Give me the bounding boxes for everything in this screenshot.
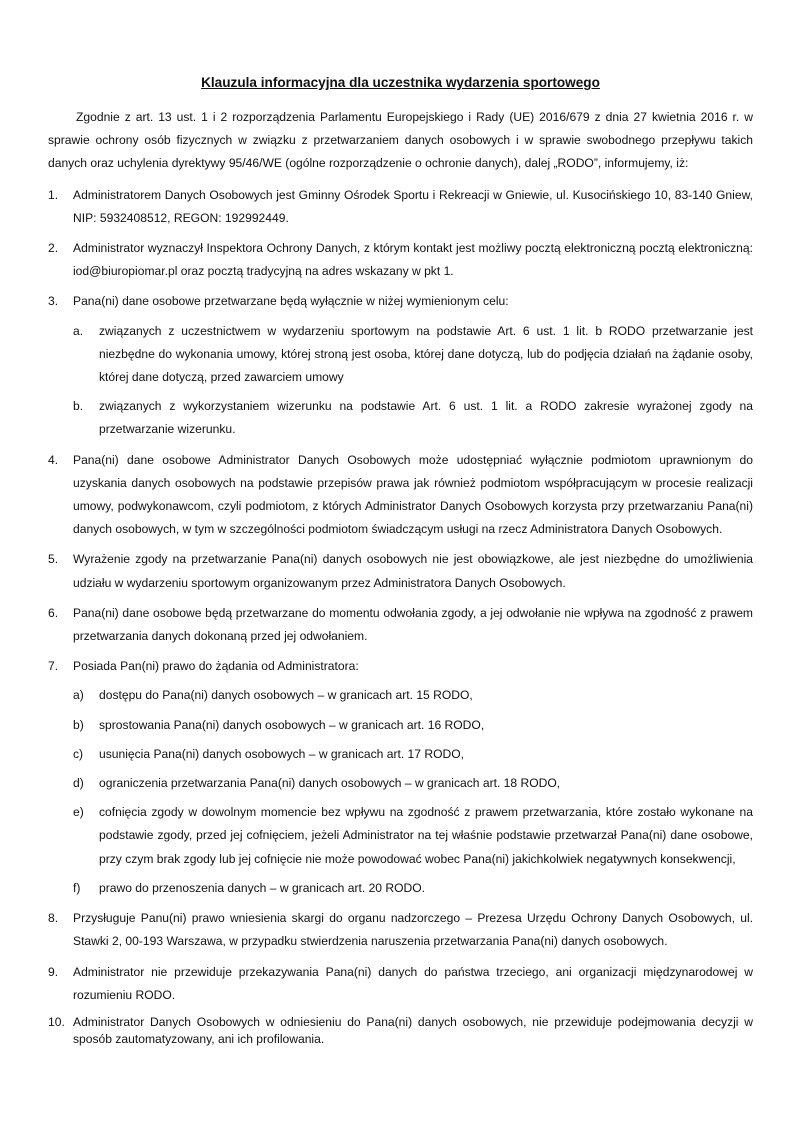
clause-item-6: [48, 602, 753, 648]
clause-item-10: [48, 1014, 753, 1048]
sub-letter: b.: [73, 399, 84, 414]
document-title: Klauzula informacyjna dla uczestnika wydarzenia sportowego: [201, 75, 600, 90]
sub-item-7e: [73, 801, 753, 871]
clause-item-8: [48, 907, 753, 953]
clause-item-1: [48, 184, 753, 230]
clause-item-7: [48, 655, 753, 900]
clause-number: 5.: [48, 552, 59, 567]
sub-text: ograniczenia przetwarzania Pana(ni) danych osobowych – w granicach art. 18 RODO,: [99, 776, 561, 791]
clause-number: 4.: [48, 452, 59, 467]
sub-item-3a: [73, 320, 753, 390]
intro-paragraph: Zgodnie z art. 13 ust. 1 i 2 rozporządzenia Parlamentu Europejskiego i Rady (UE) 2016/679 z dnia 27 kwietnia 2016 r. w sprawie ochrony osób fizycznych w związku z przetwarzaniem danych osobowych i w sprawie swobodnego przepływu takich danych oraz uchylenia dyrektywy 95/46/WE (ogólne rozporządzenie o ochronie danych), dalej „RODO”, informujemy, iż:: [48, 110, 753, 171]
clause-item-5: [48, 548, 753, 594]
sub-item-7b: [73, 714, 753, 737]
sub-text: cofnięcia zgody w dowolnym momencie bez wpływu na zgodność z prawem przetwarzania, które zostało wykonane na podstawie zgody, przed jej cofnięciem, jeżeli Administrator na tej właśnie podstawie przetwarzał Pana(ni) dane osobowe, przy czym brak zgody lub jej cofnięcie nie może powodować wobec Pana(ni) jakichkolwiek negatywnych konsekwencji,: [99, 805, 753, 866]
clause-text: Pana(ni) dane osobowe Administrator Danych Osobowych może udostępniać wyłącznie podmiotom uprawnionym do uzyskania danych osobowych na podstawie przepisów prawa jak również podmiotom współpracującym w procesie realizacji umowy, podwykonawcom, czyli podmiotom, z których Administrator Danych Osobowych korzysta przy przetwarzaniu Pana(ni) danych osobowych, w tym w szczególności podmiotom świadczącym usługi na rzecz Administratora Danych Osobowych.: [73, 452, 753, 537]
sub-text: usunięcia Pana(ni) danych osobowych – w granicach art. 17 RODO,: [99, 746, 465, 761]
sub-letter: a): [73, 688, 84, 703]
clause-number: 10.: [48, 1014, 65, 1029]
sub-letter: b): [73, 717, 84, 732]
clause-number: 3.: [48, 294, 59, 309]
sub-item-7c: [73, 743, 753, 766]
clause-number: 7.: [48, 659, 59, 674]
clause-item-9: [48, 961, 753, 1007]
clause-text: Pana(ni) dane osobowe przetwarzane będą wyłącznie w niżej wymienionym celu:: [73, 294, 509, 309]
clause-text: Administrator nie przewiduje przekazywania Pana(ni) danych do państwa trzeciego, ani organizacji międzynarodowej w rozumieniu RODO.: [73, 964, 753, 1002]
sub-text: sprostowania Pana(ni) danych osobowych – w granicach art. 16 RODO,: [99, 717, 485, 732]
clause-text: Administrator Danych Osobowych w odniesieniu do Pana(ni) danych osobowych, nie przewiduje podejmowania decyzji w sposób zautomatyzowany, ani ich profilowania.: [73, 1014, 753, 1046]
sub-item-7a: [73, 684, 753, 707]
clause-number: 8.: [48, 911, 59, 926]
clause-text: Przysługuje Panu(ni) prawo wniesienia skargi do organu nadzorczego – Prezesa Urzędu Ochrony Danych Osobowych, ul. Stawki 2, 00-193 Warszawa, w przypadku stwierdzenia naruszenia przetwarzania Pana(ni) danych osobowych.: [73, 911, 753, 949]
clause-number: 2.: [48, 241, 59, 256]
sub-letter: c): [73, 746, 84, 761]
sub-letter: e): [73, 805, 84, 820]
clause-text: Administratorem Danych Osobowych jest Gminny Ośrodek Sportu i Rekreacji w Gniewie, ul. Kusocińskiego 10, 83-140 Gniew, NIP: 5932408512, REGON: 192992449.: [73, 187, 753, 225]
sub-letter: d): [73, 776, 84, 791]
sub-item-3b: [73, 395, 753, 441]
clause-item-4: [48, 449, 753, 542]
clause-item-2: [48, 237, 753, 283]
sub-text: prawo do przenoszenia danych – w granicach art. 20 RODO.: [99, 880, 426, 895]
sub-letter: f): [73, 880, 81, 895]
clause-text: Pana(ni) dane osobowe będą przetwarzane do momentu odwołania zgody, a jej odwołanie nie wpływa na zgodność z prawem przetwarzania danych dokonaną przed jej odwołaniem.: [73, 605, 753, 644]
rights-sublist: [73, 684, 753, 900]
clause-item-3: [48, 290, 753, 441]
document-page: [48, 74, 753, 1055]
sub-text: związanych z uczestnictwem w wydarzeniu sportowym na podstawie Art. 6 ust. 1 lit. b RODO przetwarzanie jest niezbędne do wykonania umowy, której stroną jest osoba, której dane dotyczą, lub do podjęcia działań na żądanie osoby, której dane dotyczą, przed zawarciem umowy: [99, 323, 753, 385]
clause-text: Posiada Pan(ni) prawo do żądania od Administratora:: [73, 659, 359, 674]
sub-text: dostępu do Pana(ni) danych osobowych – w granicach art. 15 RODO,: [99, 688, 473, 703]
clause-sublist: [73, 320, 753, 442]
clause-number: 6.: [48, 605, 59, 620]
clause-list: [48, 184, 753, 1048]
clause-text: Wyrażenie zgody na przetwarzanie Pana(ni) danych osobowych nie jest obowiązkowe, ale jest niezbędne do umożliwienia udziału w wydarzeniu sportowym organizowanym przez Administratora Danych Osobowych.: [73, 552, 753, 590]
sub-text: związanych z wykorzystaniem wizerunku na podstawie Art. 6 ust. 1 lit. a RODO zakresie wyrażonej zgody na przetwarzanie wizerunku.: [99, 399, 753, 437]
clause-text: Administrator wyznaczył Inspektora Ochrony Danych, z którym kontakt jest możliwy pocztą elektroniczną pocztą elektroniczną: iod@biuropiomar.pl oraz pocztą tradycyjną na adres wskazany w pkt 1.: [73, 241, 753, 279]
sub-letter: a.: [73, 323, 84, 338]
clause-number: 9.: [48, 964, 59, 979]
sub-item-7f: [73, 877, 753, 900]
clause-number: 1.: [48, 187, 59, 202]
sub-item-7d: [73, 772, 753, 795]
